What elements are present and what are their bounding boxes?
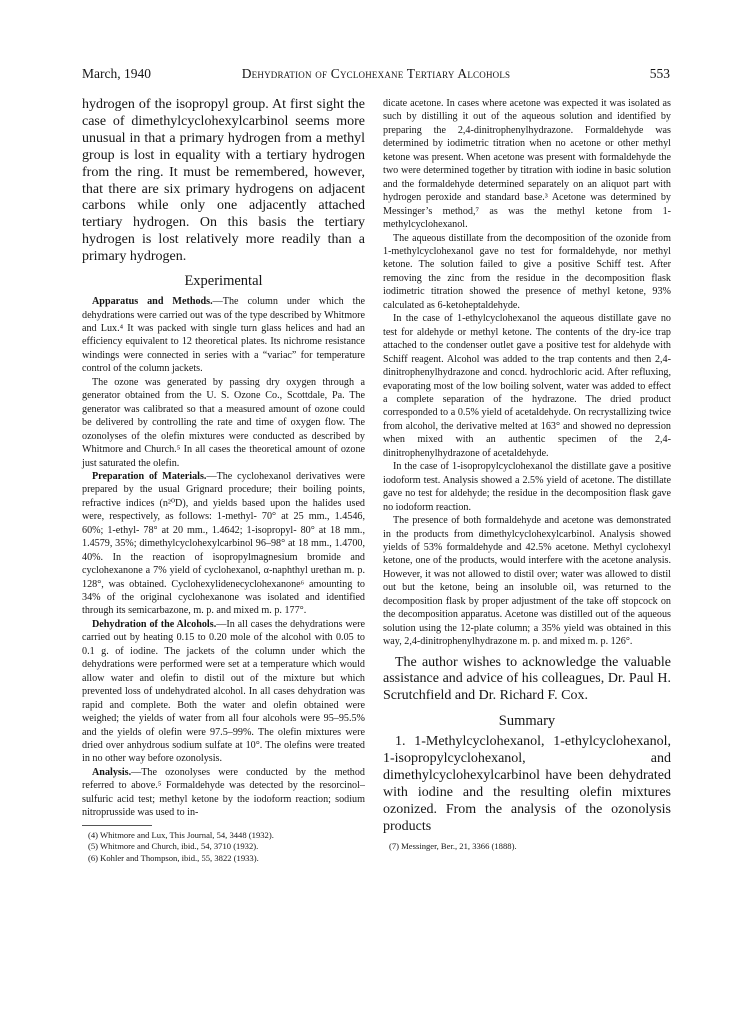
dehydration-paragraph: [82, 618, 365, 766]
analysis-label: Analysis.: [92, 766, 132, 778]
footnote-7: (7) Messinger, Ber., 21, 3366 (1888).: [389, 840, 517, 851]
header-title: Dehydration of Cyclohexane Tertiary Alcohols: [241, 66, 511, 81]
footnote-5: (5) Whitmore and Church, ibid., 54, 3710 (1932).: [88, 841, 259, 852]
ozone-paragraph: The ozone was generated by passing dry oxygen through a generator obtained from the U. S. Ozone Co., Scottdale, Pa. The generator was calibrated so that a measured amount of ozone could be delivered by controlling the rate and time of oxygen flow. The ozonolyses of the olefin mixtures were conducted as described by Whitmore and Church.⁵ In all cases the theoretical amount of ozone just saturated the olefin.: [82, 376, 365, 469]
dehydration-label: Dehydration of the Alcohols.: [92, 618, 217, 630]
preparation-paragraph: [82, 470, 365, 618]
preparation-text: —The cyclohexanol derivatives were prepared by the usual Grignard procedure; their boiling points, refractive indices (n²⁰D), and yields based upon the halides used were, respectively, as follows: 1-methyl- 70° at 25 mm., 1.4546, 60%; 1-ethyl- 78° at 20 mm., 1.4642; 1-isopropyl- 80° at 18 mm., 1.4579, 35%; dimethylcyclohexylcarbinol 96–98° at 18 mm., 1.4700, 40%. In the reaction of isopropylmagnesium bromide and cyclohexanone a 7% yield of cyclohexanol, α-naphthyl urethan m. p. 128°, was obtained. Cyclohexylidenecyclohexanone⁶ amounting to 34% of the original cyclohexanone was isolated and identified through its semicarbazone, m. p. and mixed m. p. 177°.: [82, 470, 365, 617]
footnote-6: (6) Kohler and Thompson, ibid., 55, 3822 (1933).: [88, 852, 259, 863]
summary-heading: Summary: [498, 713, 556, 730]
analysis-text: —The ozonolyses were conducted by the method referred to above.⁵ Formaldehyde was detected by the resorcinol–sulfuric acid test; methyl ketone by the iodoform reaction; sodium nitroprusside was used to in-: [82, 766, 365, 819]
right-column: [383, 97, 671, 852]
left-column: [82, 97, 365, 864]
apparatus-paragraph: [82, 295, 365, 376]
dehydration-text: —In all cases the dehydrations were carried out by heating 0.15 to 0.20 mole of the alcohol with 0.05 to 0.1 g. of iodine. The jackets of the column under which the dehydrations were performed were set at a temperature which would allow water and olefin to distil out of the mixture but which prevented loss of undehydrated alcohol. In all cases dehydration was rapid and complete. Both the water and olefin obtained were weighed; the yields of water from all four alcohols were 95–95.5% and the yields of olefin were 97.5–99%. The olefin mixtures were dried over anhydrous sodium sulfate at 10°. The olefins were treated in no other way before ozonolysis.: [82, 618, 365, 765]
analysis-continued: [383, 97, 671, 649]
right-footnotes: [383, 841, 671, 853]
summary-body: [383, 734, 671, 835]
analysis-paragraph: [82, 766, 365, 820]
preparation-label: Preparation of Materials.: [92, 470, 207, 482]
acknowledgment: The author wishes to acknowledge the valuable assistance and advice of his colleagues, Dr. Paul H. Scrutchfield and Dr. Richard F. Cox.: [383, 654, 671, 704]
footnote-4: (4) Whitmore and Lux, This Journal, 54, 3448 (1932).: [88, 829, 274, 840]
experimental-body: [82, 295, 365, 820]
page-number: 553: [649, 66, 670, 81]
intro-paragraph: hydrogen of the isopropyl group. At first sight the case of dimethylcyclohexylcarbinol seems more unusual in that a primary hydrogen from a methyl group is lost in equality with a tertiary hydrogen from the ring. It must be remembered, however, that there are six primary hydrogens on adjacent carbons while only one adjacently attached tertiary hydrogen. On this basis the tertiary hydrogen is lost relatively more readily than a primary hydrogen.: [82, 97, 365, 265]
footnote-rule: [82, 825, 152, 826]
summary-item-1: 1. 1-Methylcyclohexanol, 1-ethylcyclohexanol, 1-isopropylcyclohexanol, and dimethylcyclohexylcarbinol have been dehydrated with iodine and the resulting olefin mixtures ozonized. From the analysis of the ozonolysis products: [383, 734, 671, 834]
running-head: [82, 66, 670, 86]
header-date: March, 1940: [82, 66, 151, 81]
apparatus-text: —The column under which the dehydrations were carried out was of the type described by Whitmore and Lux.⁴ It was packed with single turn glass helices and had an efficiency equivalent to 12 theoretical plates. Its nichrome resistance windings were connected in series with a “variac” for temperature control of the column jackets.: [82, 296, 365, 375]
right-paragraph-2: The aqueous distillate from the decomposition of the ozonide from 1-methylcyclohexanol gave no test for formaldehyde, nor methyl ketone. The solution failed to give a positive Schiff test. After removing the zinc from the residue in the decomposition flask iodimetric titration showed the presence of methyl ketone, 93% calculated as 6-ketoheptaldehyde.: [383, 232, 671, 311]
right-paragraph-4: In the case of 1-isopropylcyclohexanol the distillate gave a positive iodoform test. Analysis showed a 2.5% yield of acetone. The distillate gave no test for aldehyde; the residue in the decomposition flask gave no iodoform reaction.: [383, 461, 671, 513]
left-footnotes: [82, 830, 365, 865]
experimental-heading: Experimental: [184, 273, 263, 290]
right-paragraph-1: dicate acetone. In cases where acetone was expected it was isolated as such by distilling it out of the aqueous solution and identified by preparing the 2,4-dinitrophenylhydrazone. Formaldehyde was determined by iodimetric titration when no acetone or other methyl ketone was present. When acetone was present with formaldehyde the two were determined together by titration with iodine in basic solution and the formaldehyde determined separately on an aliquot part with hydrogen peroxide and standard base.³ Acetone was determined by Messinger’s method,⁷ as was the methyl ketone from 1-methylcyclohexanol.: [383, 98, 671, 231]
right-paragraph-5: The presence of both formaldehyde and acetone was demonstrated in the products from dimethylcyclohexylcarbinol. Analysis showed yields of 53% formaldehyde and 42.5% acetone. Methyl cyclohexyl ketone, one of the products, would interfere with the acetone analysis. However, it was not allowed to distil over; water was allowed to distil out but the ketone, being an insoluble oil, was returned to the decomposition flask by proper adjustment of the take off stopcock on the decomposition apparatus. Acetone was distilled out of the aqueous solution using the 12-plate column; a 35% yield was obtained in this way, 2,4-dinitrophenylhydrazone m. p. and mixed m. p. 126°.: [383, 515, 671, 648]
right-paragraph-3: In the case of 1-ethylcyclohexanol the aqueous distillate gave no test for aldehyde or methyl ketone. The contents of the dry-ice trap attached to the condenser outlet gave a positive test for aldehyde with Schiff reagent. Alcohol was added to the trap contents and then 2,4-dinitrophenylhydrazone and concd. hydrochloric acid. After refluxing, evaporating most of the low boiling solvent, water was added to effect a complete separation of the hydrazone. The dried product corresponded to a 0.5% yield of acetaldehyde. On recrystallizing twice from alcohol, the derivative melted at 163° and showed no depression when mixed with an authentic specimen of the 2,4-dinitrophenylhydrazone of acetaldehyde.: [383, 313, 671, 459]
apparatus-label: Apparatus and Methods.: [92, 296, 213, 308]
